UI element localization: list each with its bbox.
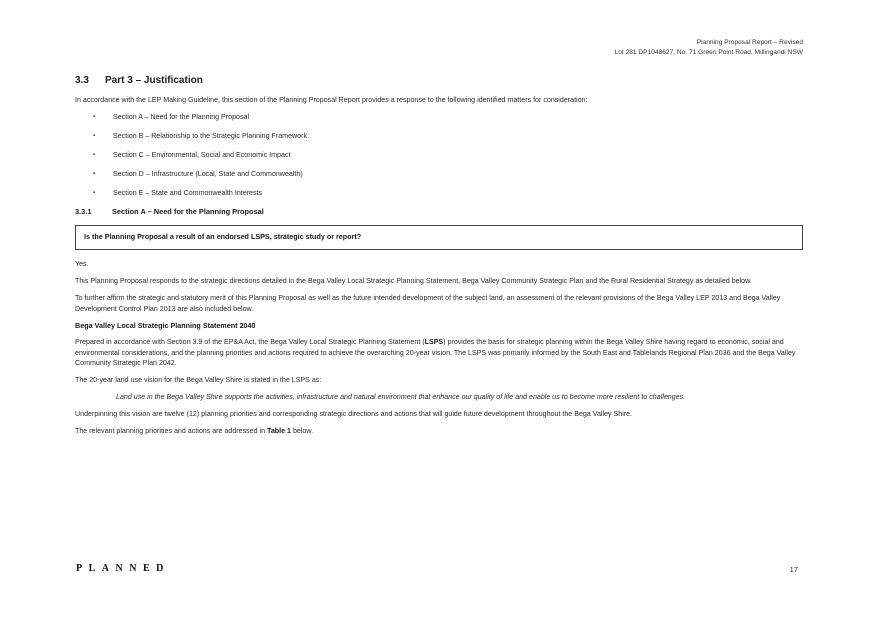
list-item	[75, 150, 803, 159]
vision-quote: Land use in the Bega Valley Shire supports the activities, infrastructure and natural environment that enhance our quality of life and enable us to become more resilient to challenges.	[116, 393, 686, 401]
subsection-heading	[75, 207, 803, 218]
paragraph-vision-intro: The 20-year land use vision for the Bega Valley Shire is stated in the LSPS as:	[75, 376, 322, 384]
lsps-abbreviation: LSPS	[424, 338, 444, 346]
lsps-heading: Bega Valley Local Strategic Planning Statement 2040	[75, 320, 256, 330]
table-reference: Table 1	[267, 427, 291, 435]
list-item-text: Section C – Environmental, Social and Economic Impact	[113, 150, 291, 159]
bullet-icon: ▪	[93, 189, 96, 196]
paragraph-lsps-start: Prepared in accordance with Section 3.9 of the EP&A Act, the Bega Valley Local Strategic Planning Statement (	[75, 338, 425, 346]
list-item	[75, 112, 803, 121]
paragraph-lsps-end: ) provides the basis for strategic planning within the Bega Valley Shire having regard to economic, social and environmental considerations, and the planning priorities and actions required to achieve the overarching 20-year vision. The LSPS was primarily informed by the South East and Tablelands Regional Plan 2036 and the Bega Valley Community Strategic Plan 2042.	[75, 338, 796, 367]
list-item-text: Section A – Need for the Planning Proposal	[113, 112, 250, 121]
page-content	[75, 76, 803, 443]
answer-text: Yes.	[75, 260, 89, 268]
list-item	[75, 169, 803, 178]
question-text: Is the Planning Proposal a result of an endorsed LSPS, strategic study or report?	[84, 232, 362, 242]
paragraph-lsps	[75, 337, 803, 369]
list-item-text: Section E – State and Commonwealth Interests	[113, 188, 263, 197]
subsection-title: Section A – Need for the Planning Proposal	[112, 206, 264, 216]
bullet-icon: ▪	[93, 170, 96, 177]
list-item	[75, 131, 803, 140]
section-title: Part 3 – Justification	[105, 75, 203, 86]
section-number: 3.3	[75, 75, 89, 86]
planned-logo: PLANNED	[76, 563, 170, 574]
paragraph-strategic-merit: To further affirm the strategic and statutory merit of this Planning Proposal as well as the future intended development of the subject land, an assessment of the relevant provisions of the Bega Valley LEP 2013 and Bega Valley Development Control Plan 2013 are also included below.	[75, 294, 781, 313]
bullet-icon: ▪	[93, 132, 96, 139]
bullet-icon: ▪	[93, 151, 96, 158]
page-number: 17	[789, 565, 798, 574]
running-header	[615, 38, 803, 58]
paragraph-priorities: Underpinning this vision are twelve (12) planning priorities and corresponding strategic directions and actions that will guide future development throughout the Bega Valley Shire.	[75, 410, 633, 418]
question-box	[75, 225, 803, 250]
bullet-icon: ▪	[93, 113, 96, 120]
header-line-1: Planning Proposal Report – Revised	[696, 39, 803, 46]
section-heading	[75, 76, 803, 87]
list-item	[75, 188, 803, 197]
consideration-list	[75, 112, 803, 197]
paragraph-table-reference	[75, 426, 803, 437]
header-line-2: Lot 281 DP1048627, No. 71 Green Point Road, Millingandi NSW	[614, 49, 803, 56]
list-item-text: Section B – Relationship to the Strategic Planning Framework	[113, 131, 307, 140]
section-intro: In accordance with the LEP Making Guideline, this section of the Planning Proposal Report provides a response to the following identified matters for consideration:	[75, 95, 588, 104]
paragraph-table-start: The relevant planning priorities and actions are addressed in	[75, 427, 268, 435]
subsection-number: 3.3.1	[75, 206, 92, 216]
paragraph-strategic-directions: This Planning Proposal responds to the strategic directions detailed in the Bega Valley Local Strategic Planning Statement, Bega Valley Community Strategic Plan and the Rural Residential Strategy as detailed below.	[75, 277, 752, 285]
list-item-text: Section D – Infrastructure (Local, State and Commonwealth)	[113, 169, 303, 178]
paragraph-table-end: below.	[290, 427, 314, 435]
